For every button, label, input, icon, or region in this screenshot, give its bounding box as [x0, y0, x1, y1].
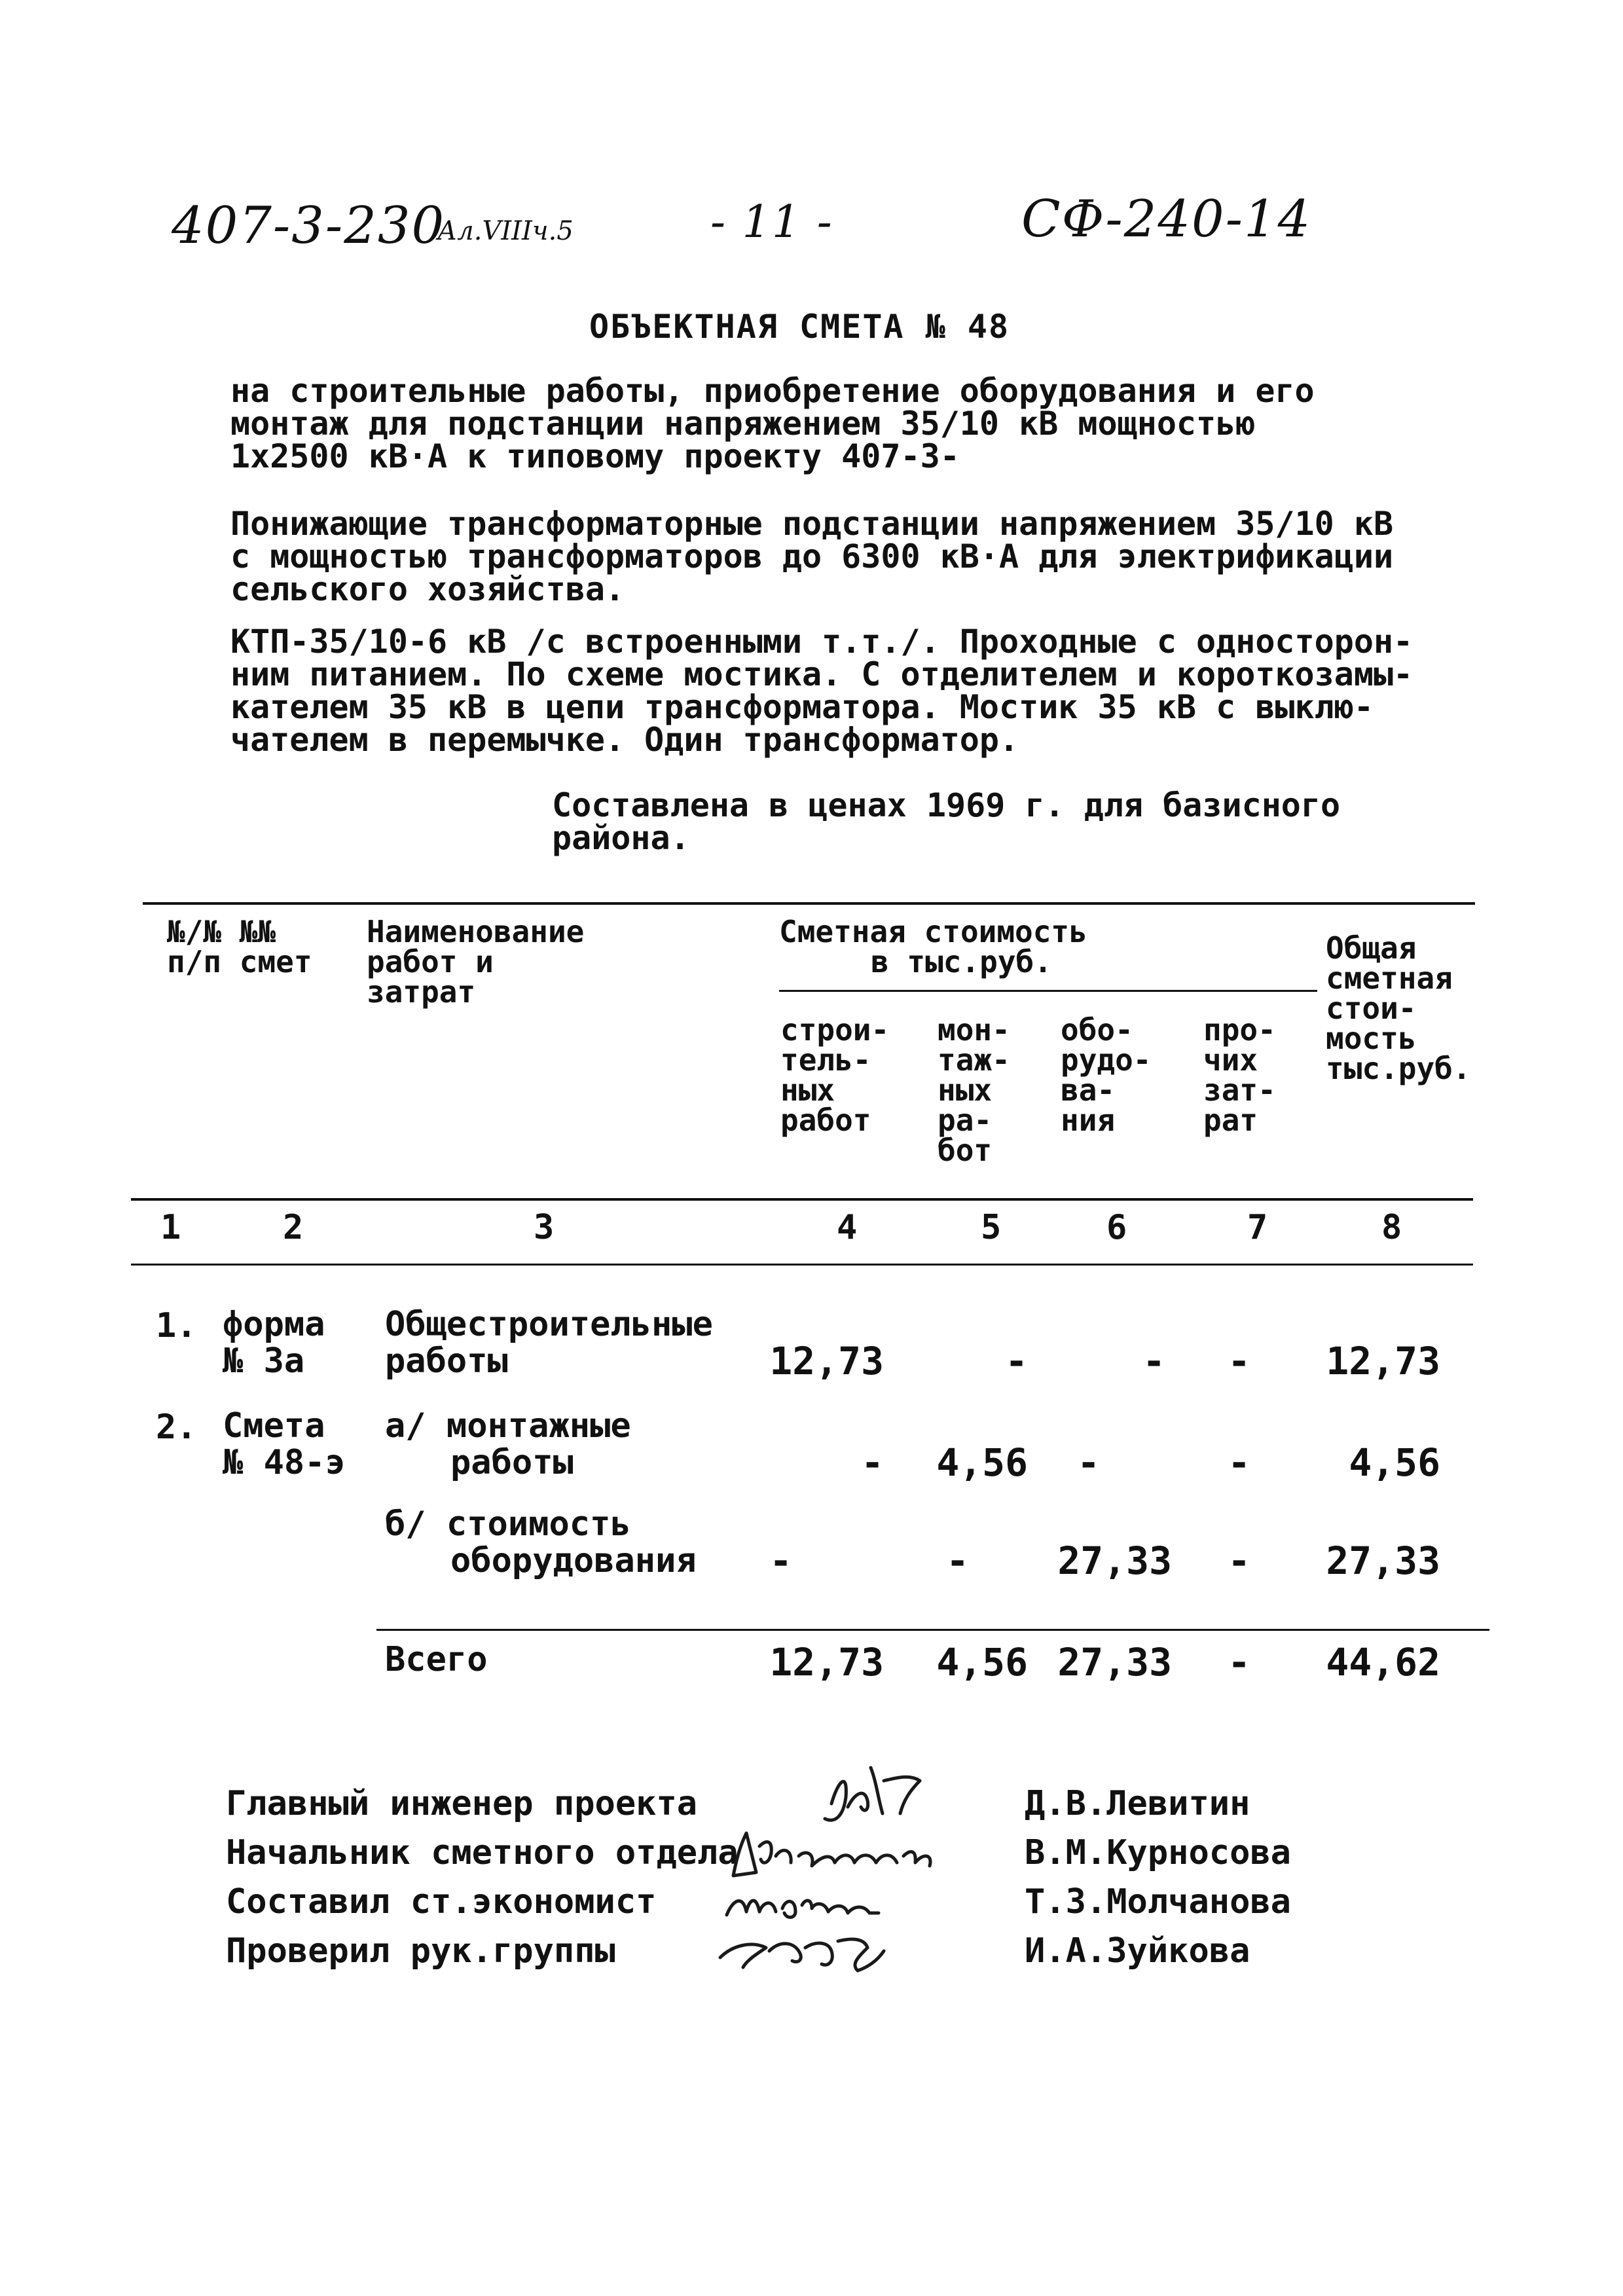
ktp-line: ним питанием. По схеме мостика. С отделителем и короткозамы-	[230, 655, 1413, 693]
cell-total: 4,56	[1349, 1440, 1440, 1485]
cell-equipment: -	[1142, 1339, 1165, 1383]
price-note-line: района.	[552, 819, 690, 857]
signature-role: Составил ст.экономист	[226, 1882, 657, 1922]
row-number: 2.	[156, 1408, 197, 1447]
total-installation: 4,56	[936, 1640, 1028, 1685]
cell-total: 27,33	[1326, 1539, 1440, 1583]
cell-installation: 4,56	[936, 1440, 1028, 1485]
total-equipment: 27,33	[1057, 1640, 1172, 1685]
group-header-rule	[779, 990, 1317, 992]
intro-paragraph	[230, 374, 1315, 473]
signature-name: Д.В.Левитин	[1025, 1784, 1250, 1823]
cell-construction: -	[861, 1440, 884, 1485]
ktp-line: КТП-35/10-6 кВ /с встроенными т.т./. Проходные с односторон-	[230, 623, 1413, 661]
signature-role: Начальник сметного отдела	[226, 1833, 739, 1872]
cell-equipment: 27,33	[1057, 1539, 1172, 1583]
row-reference: Смета № 48-э	[223, 1406, 346, 1482]
cell-total: 12,73	[1326, 1339, 1440, 1383]
row-number: 1.	[156, 1306, 197, 1345]
row-reference: форма № 3а	[223, 1305, 325, 1381]
row-name: Общестроительные работы	[385, 1305, 713, 1381]
description-paragraph	[230, 507, 1393, 606]
ktp-line: кателем 35 кВ в цепи трансформатора. Мостик 35 кВ с выклю-	[230, 688, 1374, 726]
cell-other: -	[1228, 1539, 1250, 1583]
total-rule	[376, 1629, 1489, 1631]
description-line: с мощностью трансформаторов до 6300 кВ·А для электрификации	[230, 538, 1394, 575]
column-number: 4	[837, 1208, 858, 1247]
row-name: а/ монтажные работы	[385, 1406, 631, 1482]
cell-construction: -	[769, 1539, 792, 1583]
header-index-columns: №/№ №№ п/п смет	[167, 914, 312, 979]
page-number: - 11 -	[710, 196, 833, 248]
description-line: Понижающие трансформаторные подстанции напряжением 35/10 кВ	[230, 505, 1394, 543]
signature-role: Главный инженер проекта	[226, 1784, 698, 1823]
header-total-cost: Общая сметная стои- мость тыс.руб.	[1326, 930, 1471, 1086]
cell-other: -	[1228, 1339, 1250, 1383]
ktp-line: чателем в перемычке. Один трансформатор.	[230, 721, 1019, 759]
handwritten-signatures	[707, 1741, 1034, 1990]
total-other: -	[1228, 1640, 1250, 1685]
header-construction: строи- тель- ных работ	[780, 1012, 890, 1138]
total-sum: 44,62	[1326, 1640, 1440, 1685]
column-number: 5	[981, 1208, 1002, 1247]
document-title: ОБЪЕКТНАЯ СМЕТА № 48	[589, 308, 1010, 346]
cell-installation: -	[1005, 1339, 1028, 1383]
intro-line: монтаж для подстанции напряжением 35/10 кВ мощностью	[230, 405, 1256, 443]
table-top-rule	[143, 902, 1475, 905]
total-construction: 12,73	[769, 1640, 884, 1685]
cell-equipment: -	[1077, 1440, 1100, 1485]
signature-name: И.А.Зуйкова	[1025, 1931, 1250, 1971]
header-equipment: обо- рудо- ва- ния	[1061, 1012, 1152, 1138]
column-number: 1	[160, 1208, 181, 1247]
header-estimated-cost: Сметная стоимость в тыс.руб.	[779, 914, 1087, 979]
header-installation: мон- таж- ных ра- бот	[938, 1012, 1010, 1168]
cell-installation: -	[946, 1539, 969, 1583]
signature-name: Т.З.Молчанова	[1025, 1882, 1291, 1922]
row-name: б/ стоимость оборудования	[385, 1504, 697, 1580]
sheet-code: СФ-240-14	[1021, 190, 1312, 249]
signature-name: В.М.Курносова	[1025, 1833, 1291, 1872]
column-number: 3	[534, 1208, 555, 1247]
album-number: Ал.VIIIч.5	[437, 216, 574, 246]
cell-construction: 12,73	[769, 1339, 884, 1383]
total-label: Всего	[385, 1640, 488, 1679]
column-numbers-rule	[131, 1264, 1473, 1266]
description-line: сельского хозяйства.	[230, 570, 625, 608]
signature-role: Проверил рук.группы	[226, 1931, 615, 1971]
intro-line: 1х2500 кВ·А к типовому проекту 407-3-	[230, 437, 960, 475]
header-name-column: Наименование работ и затрат	[367, 914, 585, 1010]
cell-other: -	[1228, 1440, 1250, 1485]
column-number: 7	[1247, 1208, 1268, 1247]
header-other-costs: про- чих зат- рат	[1203, 1012, 1276, 1138]
column-number: 8	[1381, 1208, 1402, 1247]
ktp-paragraph	[230, 623, 1413, 759]
header-bottom-rule	[131, 1198, 1473, 1201]
column-number: 2	[283, 1208, 304, 1247]
price-note-line: Составлена в ценах 1969 г. для базисного	[552, 786, 1341, 824]
price-note	[552, 786, 1341, 857]
column-number: 6	[1106, 1208, 1127, 1247]
intro-line: на строительные работы, приобретение оборудования и его	[230, 372, 1315, 410]
document-code: 407-3-230	[172, 196, 446, 255]
